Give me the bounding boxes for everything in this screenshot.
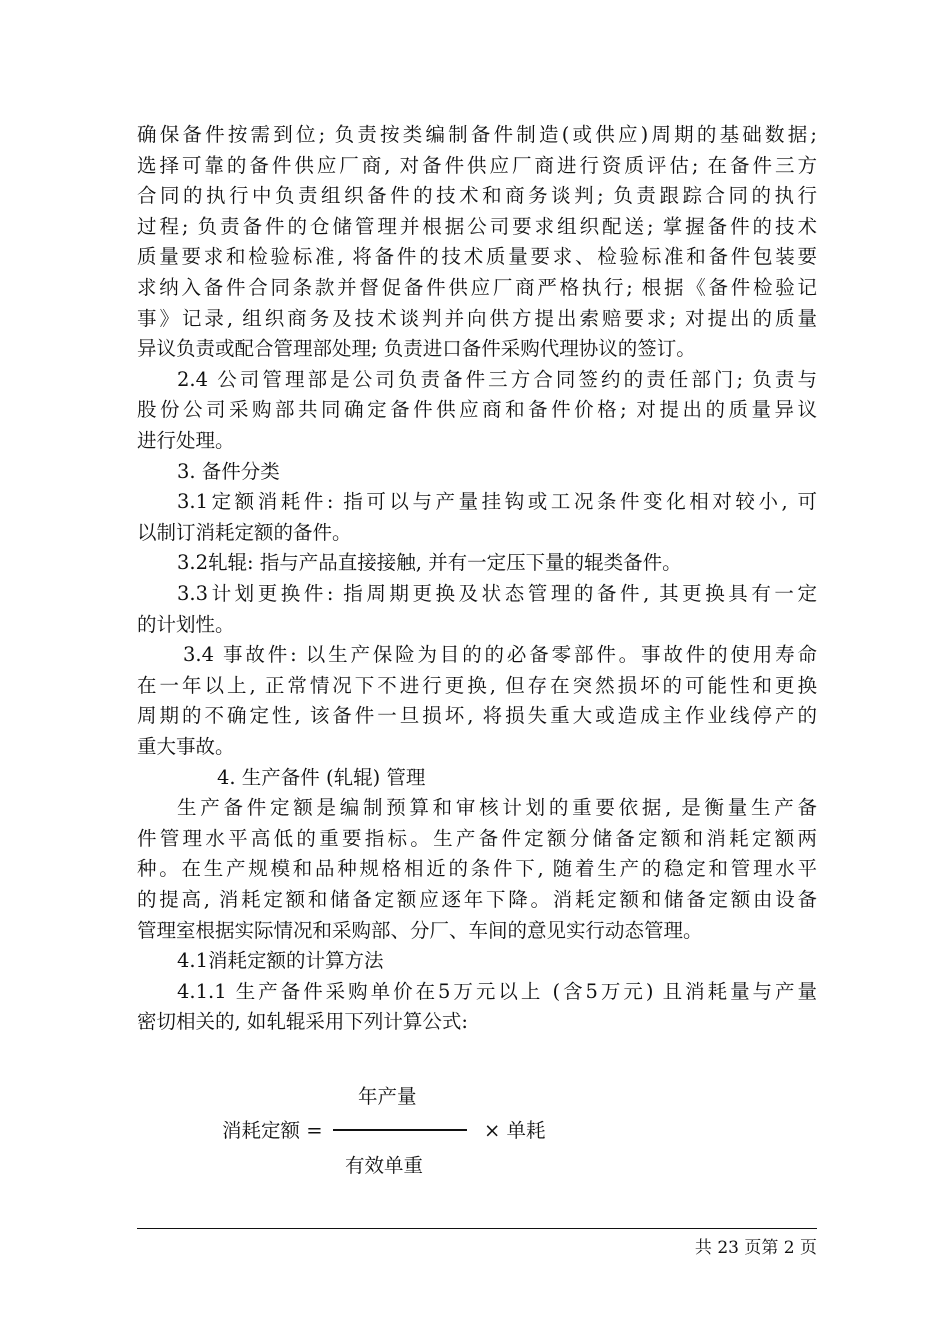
text-line: 确保备件按需到位; 负责按类编制备件制造(或供应)周期的基础数据; [137, 123, 817, 146]
text-line: 事》记录, 组织商务及技术谈判并向供方提出索赔要求; 对提出的质量 [137, 307, 817, 330]
text-line: 合同的执行中负责组织备件的技术和商务谈判; 负责跟踪合同的执行 [137, 184, 817, 207]
text-line: 选择可靠的备件供应厂商, 对备件供应厂商进行资质评估; 在备件三方 [137, 154, 817, 177]
text-line: 周期的不确定性, 该备件一旦损坏, 将损失重大或造成主作业线停产的 [137, 704, 817, 727]
formula-rhs: × 单耗 [484, 1119, 546, 1142]
text-line: 3.4 事故件: 以生产保险为目的的必备零部件。事故件的使用寿命 [183, 643, 817, 666]
text-line: 件管理水平高低的重要指标。生产备件定额分储备定额和消耗定额两 [137, 827, 817, 850]
text-line: 3.2轧辊: 指与产品直接接触, 并有一定压下量的辊类备件。 [177, 551, 682, 574]
footer-divider [137, 1228, 817, 1229]
text-line: 重大事故。 [137, 735, 235, 758]
text-line: 3.1定额消耗件: 指可以与产量挂钩或工况条件变化相对较小, 可 [177, 490, 817, 513]
text-line: 管理室根据实际情况和采购部、分厂、车间的意见实行动态管理。 [137, 919, 703, 942]
fraction-bar [333, 1129, 467, 1131]
formula-numerator: 年产量 [358, 1085, 417, 1108]
text-line: 异议负责或配合管理部处理; 负责进口备件采购代理协议的签订。 [137, 337, 696, 360]
text-line: 股份公司采购部共同确定备件供应商和备件价格; 对提出的质量异议 [137, 398, 817, 421]
text-line: 的提高, 消耗定额和储备定额应逐年下降。消耗定额和储备定额由设备 [137, 888, 817, 911]
text-line: 密切相关的, 如轧辊采用下列计算公式: [137, 1010, 468, 1033]
page-number: 共 23 页第 2 页 [694, 1238, 817, 1258]
text-line: 3. 备件分类 [177, 460, 280, 483]
text-line: 质量要求和检验标准, 将备件的技术质量要求、检验标准和备件包装要 [137, 245, 817, 268]
text-line: 生产备件定额是编制预算和审核计划的重要依据, 是衡量生产备 [177, 796, 817, 819]
text-line: 过程; 负责备件的仓储管理并根据公司要求组织配送; 掌握备件的技术 [137, 215, 817, 238]
text-line: 在一年以上, 正常情况下不进行更换, 但存在突然损坏的可能性和更换 [137, 674, 817, 697]
text-line: 进行处理。 [137, 429, 235, 452]
text-line: 4. 生产备件 (轧辊) 管理 [217, 766, 426, 789]
text-line: 的计划性。 [137, 613, 235, 636]
text-line: 4.1消耗定额的计算方法 [177, 949, 384, 972]
text-line: 种。在生产规模和品种规格相近的条件下, 随着生产的稳定和管理水平 [137, 857, 817, 880]
text-line: 求纳入备件合同条款并督促备件供应厂商严格执行; 根据《备件检验记 [137, 276, 817, 299]
text-line: 3.3计划更换件: 指周期更换及状态管理的备件, 其更换具有一定 [177, 582, 817, 605]
text-line: 2.4 公司管理部是公司负责备件三方合同签约的责任部门; 负责与 [177, 368, 817, 391]
text-line: 以制订消耗定额的备件。 [137, 521, 352, 544]
formula-lhs: 消耗定额 = [222, 1119, 323, 1142]
text-line: 4.1.1 生产备件采购单价在5万元以上 (含5万元) 且消耗量与产量 [177, 980, 817, 1003]
formula-denominator: 有效单重 [345, 1154, 424, 1177]
